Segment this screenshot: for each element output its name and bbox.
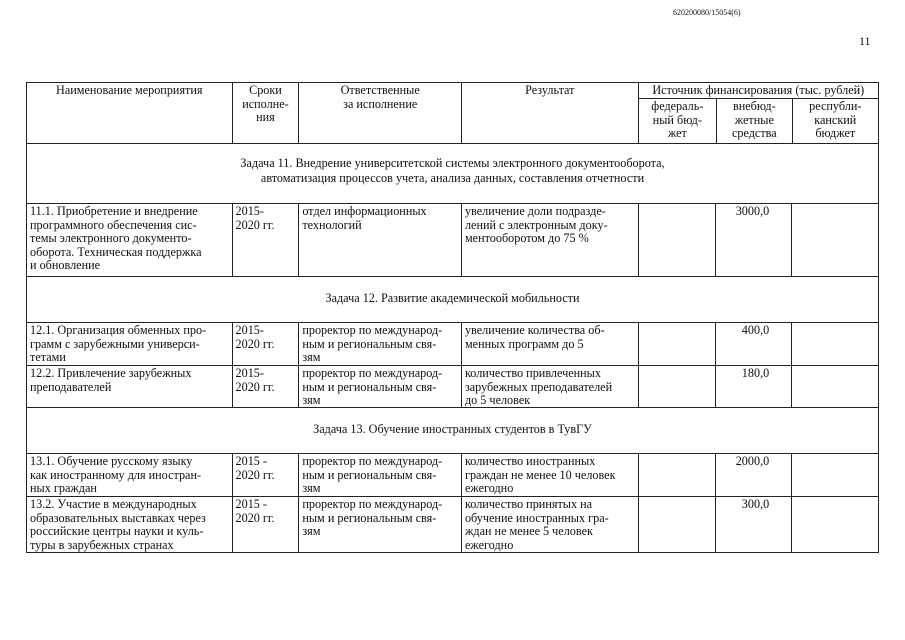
text-line: образовательных выставках через bbox=[30, 510, 206, 525]
text-line: 12.2. Привлечение зарубежных bbox=[30, 366, 192, 380]
header-name: Наименование мероприятия bbox=[56, 83, 203, 97]
text-line: граждан не менее 10 человек bbox=[464, 467, 616, 482]
responsible-cell bbox=[298, 497, 461, 552]
federal-budget-cell bbox=[638, 323, 716, 365]
federal-budget-cell bbox=[638, 366, 716, 407]
term-cell bbox=[232, 454, 299, 496]
text-line: ждан не менее 5 человек bbox=[464, 524, 593, 539]
result-cell bbox=[461, 454, 638, 496]
result-cell bbox=[461, 366, 638, 407]
text-line: исполне- bbox=[242, 96, 289, 111]
text-line: Задача 12. Развитие академической мобильности bbox=[325, 291, 580, 305]
text-line: 2015- bbox=[235, 366, 264, 380]
republic-budget-cell bbox=[791, 204, 878, 276]
table-row bbox=[27, 496, 878, 552]
table-row bbox=[27, 322, 878, 365]
text-line: тетами bbox=[30, 350, 66, 365]
text-line: менных программ до 5 bbox=[464, 336, 584, 351]
text-line: темы электронного документо- bbox=[30, 231, 192, 246]
result-cell bbox=[461, 204, 638, 276]
text-line: количество принятых на bbox=[464, 497, 593, 511]
text-line: бюджет bbox=[815, 126, 856, 141]
responsible-cell bbox=[298, 204, 461, 276]
text-line: оборота. Техническая поддержка bbox=[30, 244, 202, 259]
text-line: 2015- bbox=[235, 204, 264, 218]
text-line: отдел информационных bbox=[302, 204, 427, 218]
responsible-cell bbox=[298, 323, 461, 365]
term-cell bbox=[232, 366, 299, 407]
text-line: федераль- bbox=[651, 99, 704, 113]
text-line: российские центры науки и куль- bbox=[30, 524, 204, 539]
text-line: ным и региональным свя- bbox=[302, 467, 437, 482]
extrabudget-cell: 2000,0 bbox=[715, 454, 791, 496]
republic-budget-cell bbox=[791, 454, 878, 496]
text-line: и обновление bbox=[30, 258, 101, 273]
table-header bbox=[27, 83, 878, 143]
task-title-row bbox=[27, 276, 878, 322]
text-line: Сроки bbox=[249, 83, 282, 97]
text-line: за исполнение bbox=[343, 96, 418, 111]
text-line: 13.1. Обучение русскому языку bbox=[30, 454, 193, 468]
text-line: средства bbox=[731, 126, 777, 141]
text-line: ный бюд- bbox=[652, 112, 702, 127]
header-federal bbox=[639, 98, 716, 143]
text-line: автоматизация процессов учета, анализа данных, составления отчетности bbox=[260, 171, 645, 185]
text-line: ным и региональным свя- bbox=[302, 510, 437, 525]
header-term bbox=[232, 83, 299, 143]
text-line: 2020 гг. bbox=[235, 510, 275, 525]
result-cell bbox=[461, 497, 638, 552]
republic-budget-cell bbox=[791, 497, 878, 552]
text-line: внебюд- bbox=[733, 99, 776, 113]
task-title bbox=[27, 277, 878, 322]
text-line: проректор по международ- bbox=[302, 497, 443, 511]
text-line: 2020 гг. bbox=[235, 467, 275, 482]
text-line: канский bbox=[814, 112, 857, 127]
document-number: 620200080/15054(6) bbox=[673, 8, 741, 17]
text-line: Задача 13. Обучение иностранных студентов в ТувГУ bbox=[313, 422, 592, 436]
text-line: зям bbox=[302, 350, 321, 365]
text-line: ежегодно bbox=[464, 537, 514, 552]
federal-budget-cell bbox=[638, 497, 716, 552]
text-line: грамм с зарубежными универси- bbox=[30, 336, 200, 351]
table-row bbox=[27, 453, 878, 496]
header-extrabudget bbox=[716, 98, 792, 143]
activity-name-cell bbox=[27, 366, 232, 407]
extrabudget-cell: 3000,0 bbox=[715, 204, 791, 276]
federal-budget-cell bbox=[638, 204, 716, 276]
text-line: зям bbox=[302, 524, 321, 539]
text-line: ежегодно bbox=[464, 481, 514, 496]
text-line: 11.1. Приобретение и внедрение bbox=[30, 204, 198, 218]
text-line: зям bbox=[302, 481, 321, 496]
term-cell bbox=[232, 204, 299, 276]
table-row bbox=[27, 203, 878, 276]
extrabudget-cell: 400,0 bbox=[715, 323, 791, 365]
activity-name-cell bbox=[27, 323, 232, 365]
activity-name-cell bbox=[27, 454, 232, 496]
header-funding bbox=[638, 83, 878, 143]
text-line: Задача 11. Внедрение университетской системы электронного документооборота, bbox=[240, 156, 665, 170]
text-line: технологий bbox=[302, 217, 362, 232]
term-cell bbox=[232, 323, 299, 365]
text-line: обучение иностранных гра- bbox=[464, 510, 609, 525]
text-line: республи- bbox=[809, 99, 862, 113]
text-line: 2020 гг. bbox=[235, 379, 275, 394]
text-line: преподавателей bbox=[30, 379, 112, 394]
text-line: ния bbox=[256, 110, 275, 125]
text-line: 2020 гг. bbox=[235, 336, 275, 351]
republic-budget-cell bbox=[791, 366, 878, 407]
header-funding-title: Источник финансирования (тыс. рублей) bbox=[652, 83, 865, 97]
federal-budget-cell bbox=[638, 454, 716, 496]
text-line: зарубежных преподавателей bbox=[464, 379, 613, 394]
term-cell bbox=[232, 497, 299, 552]
task-title-row bbox=[27, 143, 878, 203]
funding-table bbox=[26, 82, 879, 553]
table-row bbox=[27, 365, 878, 407]
text-line: 2015 - bbox=[235, 454, 267, 468]
text-line: 2015- bbox=[235, 323, 264, 337]
text-line: количество иностранных bbox=[464, 454, 596, 468]
text-line: ным и региональным свя- bbox=[302, 336, 437, 351]
text-line: 2020 гг. bbox=[235, 217, 275, 232]
text-line: жет bbox=[667, 126, 687, 141]
header-funding-sub bbox=[639, 98, 878, 143]
text-line: программного обеспечения сис- bbox=[30, 217, 197, 232]
text-line: Ответственные bbox=[340, 83, 420, 97]
text-line: проректор по международ- bbox=[302, 454, 443, 468]
text-line: 2015 - bbox=[235, 497, 267, 511]
extrabudget-cell: 300,0 bbox=[715, 497, 791, 552]
task-title bbox=[27, 144, 878, 203]
text-line: как иностранному для иностран- bbox=[30, 467, 202, 482]
header-responsible bbox=[298, 83, 461, 143]
task-title bbox=[27, 408, 878, 453]
republic-budget-cell bbox=[791, 323, 878, 365]
text-line: увеличение количества об- bbox=[464, 323, 605, 337]
activity-name-cell bbox=[27, 204, 232, 276]
responsible-cell bbox=[298, 454, 461, 496]
text-line: 12.1. Организация обменных про- bbox=[30, 323, 207, 337]
text-line: увеличение доли подразде- bbox=[464, 204, 606, 218]
result-cell bbox=[461, 323, 638, 365]
text-line: туры в зарубежных странах bbox=[30, 537, 174, 552]
extrabudget-cell: 180,0 bbox=[715, 366, 791, 407]
responsible-cell bbox=[298, 366, 461, 407]
header-republic bbox=[792, 98, 878, 143]
page-number: 11 bbox=[859, 34, 871, 48]
text-line: 13.2. Участие в международных bbox=[30, 497, 197, 511]
text-line: проректор по международ- bbox=[302, 366, 443, 380]
text-line: ным и региональным свя- bbox=[302, 379, 437, 394]
text-line: количество привлеченных bbox=[464, 366, 601, 380]
task-title-row bbox=[27, 407, 878, 453]
text-line: до 5 человек bbox=[464, 393, 531, 407]
header-result: Результат bbox=[461, 83, 638, 143]
text-line: жетные bbox=[734, 112, 774, 127]
text-line: проректор по международ- bbox=[302, 323, 443, 337]
text-line: ных граждан bbox=[30, 481, 97, 496]
activity-name-cell bbox=[27, 497, 232, 552]
text-line: лений с электронным доку- bbox=[464, 217, 608, 232]
text-line: зям bbox=[302, 393, 321, 407]
text-line: ментооборотом до 75 % bbox=[464, 231, 589, 246]
